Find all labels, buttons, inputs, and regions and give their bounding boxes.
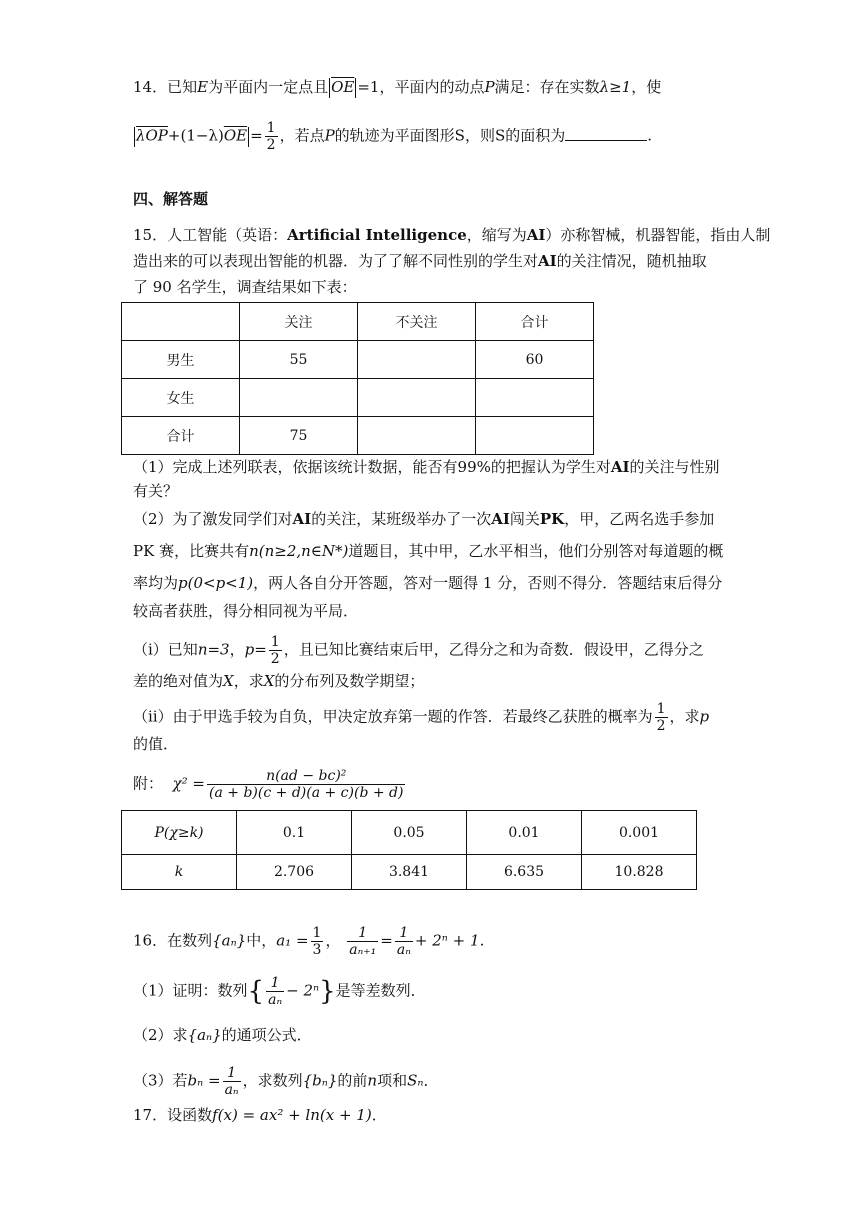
chi-fraction: $\frac{\text{n(ad − bc)²}}{(a + b)(c + d)(a + c)(b + d)}$ [209, 768, 404, 801]
q14-vector-oe: $\overline{OE}$ [223, 126, 248, 145]
table-row [122, 811, 697, 855]
chi-formula: 附： χ² = $\frac{\text{n(ad − bc)²}}{(a + b)(c + d)(a + c)(b + d)}$ [133, 768, 404, 801]
table-row [122, 417, 594, 455]
q14-text: +(1−λ) [167, 126, 224, 145]
q14-text: ，使 [631, 78, 662, 96]
table-row [122, 379, 594, 417]
table-cell [358, 379, 476, 417]
table-header-cell [122, 303, 240, 341]
q16-part3: （3）若bₙ = $\frac{1}{\text{aₙ}}$ ，求数列{bₙ}的前n项和Sₙ． [133, 1065, 439, 1098]
table-header-cell: 关注 [240, 303, 358, 341]
q15-line1: 15．人工智能（英语：Artificial Intelligence，缩写为AI）亦称智械，机器智能，指由人制 [133, 226, 771, 244]
q14-number: 14． [133, 78, 168, 96]
q14-vector-op: $\overline{\lambda OP}$ [136, 126, 168, 145]
table-cell: 3.841 [352, 855, 467, 890]
q14-text: 满足：存在实数 [494, 78, 600, 96]
table-cell: 10.828 [582, 855, 697, 890]
table-header-cell: 不关注 [358, 303, 476, 341]
table-cell: 0.1 [237, 811, 352, 855]
q15-part2-line3: 率均为p(0<p<1)，两人各自分开答题，答对一题得 1 分，否则不得分．答题结束后得分 [133, 574, 723, 592]
q14-text: . [647, 126, 653, 145]
table-cell [476, 417, 594, 455]
table-cell [358, 341, 476, 379]
q16-line1: 16．在数列{aₙ}中，a₁ = $\frac{1}{3}$ ， $\frac{1}{\text{aₙ₊₁}}$ = $\frac{1}{\text{aₙ}}$ + 2ⁿ + 1． [133, 925, 495, 958]
q15-sub1-line1: （ⅰ）已知n=3，p= $\frac{1}{2}$ ，且已知比赛结束后甲，乙得分之和为奇数．假设甲，乙得分之 [133, 634, 704, 667]
table-cell [476, 379, 594, 417]
q14-text: 为平面内一定点且 [208, 78, 329, 96]
q14-point-p: P [484, 78, 495, 96]
q15-line3: 了 90 名学生，调查结果如下表： [133, 278, 357, 296]
third-fraction: $\frac{1}{3}$ [312, 925, 322, 958]
q14-text: 的轨迹为平面图形S，则S的面积为 [334, 126, 566, 145]
table-cell: 男生 [122, 341, 240, 379]
q15-part1-line1: （1）完成上述列联表，依据该统计数据，能否有99%的把握认为学生对AI的关注与性别 [133, 458, 720, 476]
q16-part2: （2）求{aₙ}的通项公式． [133, 1026, 312, 1044]
table-cell: 合计 [122, 417, 240, 455]
q14-vector-oe: $\overline{OE}$ [331, 78, 355, 96]
table-row [122, 341, 594, 379]
critical-value-table [121, 810, 697, 890]
table-row [122, 855, 697, 890]
contingency-table [121, 302, 594, 455]
table-cell [240, 379, 358, 417]
q14-point-p: P [324, 126, 335, 145]
table-cell: 60 [476, 341, 594, 379]
q14-lambda: λ≥1 [599, 78, 632, 96]
q15-part1-line2: 有关？ [133, 482, 179, 500]
section-heading: 四、解答题 [133, 190, 209, 208]
half-fraction: $\frac{1}{2}$ [270, 634, 280, 667]
sequence-fraction: $\frac{1}{\text{aₙ}}$ [268, 975, 283, 1008]
q15-sub2-line2: 的值． [133, 735, 179, 753]
half-fraction: $\frac{1}{2}$ [656, 701, 666, 734]
q15-part2-line1: （2）为了激发同学们对AI的关注，某班级举办了一次AI闯关PK，甲，乙两名选手参加 [133, 510, 715, 528]
table-cell [358, 417, 476, 455]
q14-text: 已知 [167, 78, 198, 96]
q14-fraction: $\frac{1}{2}$ [266, 120, 276, 153]
recurrence-fraction: $\frac{1}{\text{aₙ}}$ [396, 925, 411, 958]
table-cell: P(χ≥k) [122, 811, 237, 855]
table-cell: 6.635 [467, 855, 582, 890]
q14-line1 [133, 76, 661, 98]
table-cell: 0.05 [352, 811, 467, 855]
q15-line2: 造出来的可以表现出智能的机器．为了了解不同性别的学生对AI的关注情况，随机抽取 [133, 252, 707, 270]
table-cell: 2.706 [237, 855, 352, 890]
q14-line2 [133, 120, 652, 153]
table-cell: 75 [240, 417, 358, 455]
q14-text: =1，平面内的动点 [357, 78, 485, 96]
table-cell: 55 [240, 341, 358, 379]
q15-sub2-line1: （ⅱ）由于甲选手较为自负，甲决定放弃第一题的作答．若最终乙获胜的概率为 $\frac{1}{2}$ ，求p [133, 701, 710, 734]
q14-text: ，若点 [279, 126, 325, 145]
table-cell: 女生 [122, 379, 240, 417]
q15-part2-line2: PK 赛，比赛共有n(n≥2,n∈N*)道题目，其中甲，乙水平相当，他们分别答对每道题的概 [133, 542, 724, 560]
q14-text: = [250, 126, 263, 145]
q17-line1: 17．设函数f(x) = ax² + ln(x + 1)． [133, 1106, 387, 1124]
q14-point-e: E [197, 78, 209, 96]
table-cell: 0.01 [467, 811, 582, 855]
table-cell: k [122, 855, 237, 890]
q15-sub1-line2: 差的绝对值为X，求X的分布列及数学期望； [133, 672, 425, 690]
recurrence-fraction: $\frac{1}{\text{aₙ₊₁}}$ [349, 925, 377, 958]
q16-part1: （1）证明：数列{ $\frac{1}{\text{aₙ}}$ − 2ⁿ}是等差数列． [133, 975, 426, 1008]
q14-answer-blank[interactable] [565, 126, 647, 141]
bn-fraction: $\frac{1}{\text{aₙ}}$ [224, 1065, 239, 1098]
q15-part2-line4: 较高者获胜，得分相同视为平局． [133, 602, 359, 620]
table-header-cell: 合计 [476, 303, 594, 341]
table-cell: 0.001 [582, 811, 697, 855]
